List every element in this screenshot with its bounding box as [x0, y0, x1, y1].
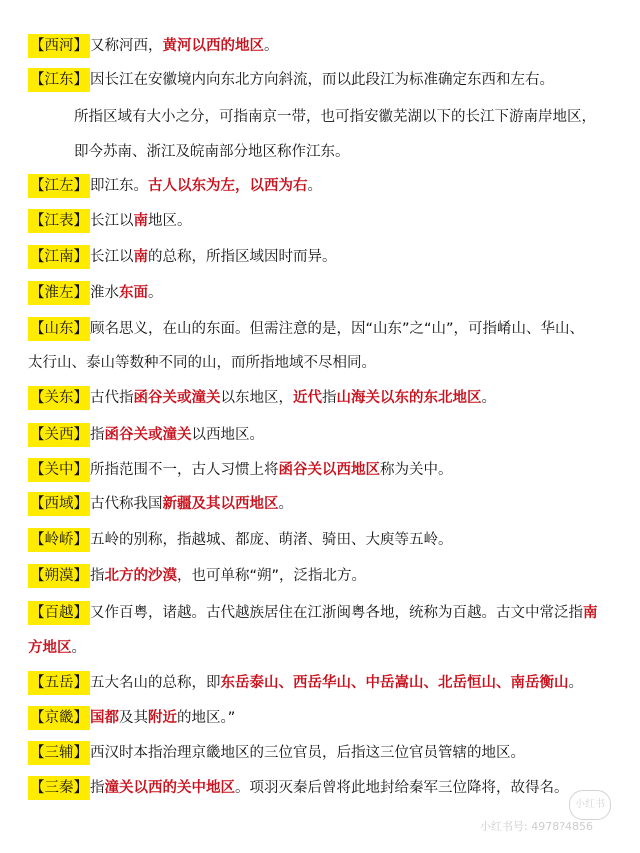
definition-text: 即今苏南、浙江及皖南部分地区称作江东。 — [74, 144, 350, 160]
term-label: 【三秦】 — [28, 776, 90, 800]
highlight-text: 南 — [583, 605, 598, 621]
entry-line — [28, 457, 622, 483]
definition-text: 称为关中。 — [380, 462, 453, 478]
highlight-text: 近代 — [293, 390, 322, 406]
definition-text: ，也可单称“朔”，泛指北方。 — [177, 568, 367, 584]
highlight-text: 山海关以东的东北地区 — [336, 390, 482, 406]
term-label: 【江东】 — [28, 68, 90, 92]
entry-line — [28, 705, 622, 731]
definition-text: 淮水 — [90, 285, 119, 301]
highlight-text: 北方的沙漠 — [104, 568, 177, 584]
highlight-text: 东面 — [119, 285, 148, 301]
term-label: 【江南】 — [28, 245, 90, 269]
definition-text: 。 — [71, 640, 86, 656]
entry-line — [28, 775, 622, 801]
highlight-text: 南 — [133, 249, 148, 265]
definition-text: 以东地区， — [220, 390, 293, 406]
entry-line — [28, 280, 622, 306]
entry-line — [28, 600, 622, 626]
highlight-text: 黄河以西的地区 — [162, 38, 264, 54]
entry-line — [28, 385, 622, 411]
definition-text: 。 — [568, 675, 583, 691]
entry-line — [28, 563, 622, 589]
highlight-text: 函谷关或潼关 — [133, 390, 221, 406]
watermark-logo: 小红书 — [569, 790, 611, 820]
entry-line — [28, 422, 622, 448]
entry-line — [74, 139, 622, 165]
definition-text: 指 — [90, 568, 105, 584]
term-label: 【朔漠】 — [28, 564, 90, 588]
definition-text: 五大名山的总称，即 — [90, 675, 221, 691]
definition-text: 太行山、泰山等数种不同的山，而所指地域不尽相同。 — [28, 355, 376, 371]
highlight-text: 古人以东为左，以西为右 — [148, 178, 308, 194]
definition-text: 指 — [90, 780, 105, 796]
highlight-text: 函谷关以西地区 — [278, 462, 380, 478]
definition-text: 长江以 — [90, 213, 134, 229]
definition-text: 以西地区。 — [191, 427, 264, 443]
entry-line — [28, 244, 622, 270]
definition-text: 因长江在安徽境内向东北方向斜流，而以此段江为标准确定东西和左右。 — [90, 72, 554, 88]
definition-text: 。 — [264, 38, 279, 54]
term-label: 【淮左】 — [28, 281, 90, 305]
term-label: 【京畿】 — [28, 706, 90, 730]
definition-text: 指 — [90, 427, 105, 443]
definition-text: 指 — [322, 390, 337, 406]
definition-text: 长江以 — [90, 249, 134, 265]
term-label: 【江表】 — [28, 209, 90, 233]
term-label: 【关西】 — [28, 423, 90, 447]
definition-text: 即江东。 — [90, 178, 148, 194]
definition-text: 所指区域有大小之分，可指南京一带，也可指安徽芜湖以下的长江下游南岸地区， — [74, 109, 596, 125]
definition-text: 。 — [278, 496, 293, 512]
highlight-text: 方地区 — [28, 640, 72, 656]
term-label: 【三辅】 — [28, 741, 90, 765]
definition-text: 又称河西， — [90, 38, 163, 54]
definition-text: 西汉时本指治理京畿地区的三位官员，后指这三位官员管辖的地区。 — [90, 745, 525, 761]
definition-text: 。项羽灭秦后曾将此地封给秦军三位降将，故得名。 — [235, 780, 569, 796]
term-label: 【西河】 — [28, 34, 90, 58]
definition-text: 的总称，所指区域因时而异。 — [148, 249, 337, 265]
term-label: 【百越】 — [28, 601, 90, 625]
term-label: 【山东】 — [28, 317, 90, 341]
term-label: 【江左】 — [28, 174, 90, 198]
entry-line — [28, 740, 622, 766]
highlight-text: 附近 — [148, 710, 177, 726]
highlight-text: 潼关以西的关中地区 — [104, 780, 235, 796]
definition-text: 古代称我国 — [90, 496, 163, 512]
definition-text: 顾名思义，在山的东面。但需注意的是，因“山东”之“山”，可指崤山、华山、 — [90, 321, 585, 337]
term-label: 【岭峤】 — [28, 528, 90, 552]
entry-line — [28, 527, 622, 553]
highlight-text: 东岳泰山、西岳华山、中岳嵩山、北岳恒山、南岳衡山 — [220, 675, 569, 691]
entry-line — [28, 491, 622, 517]
definition-text: 所指范围不一，古人习惯上将 — [90, 462, 279, 478]
term-label: 【关中】 — [28, 458, 90, 482]
definition-text: 。 — [481, 390, 496, 406]
highlight-text: 新疆及其以西地区 — [162, 496, 279, 512]
definition-text: 。 — [148, 285, 163, 301]
entry-line — [28, 635, 622, 661]
definition-text: 又作百粤，诸越。古代越族居住在江浙闽粤各地，统称为百越。古文中常泛指 — [90, 605, 583, 621]
definition-text: 及其 — [119, 710, 148, 726]
highlight-text: 南 — [133, 213, 148, 229]
definition-text: 五岭的别称，指越城、都庞、萌渚、骑田、大庾等五岭。 — [90, 532, 453, 548]
highlight-text: 函谷关或潼关 — [104, 427, 192, 443]
entry-line — [28, 316, 622, 342]
entry-line — [28, 350, 622, 376]
definition-text: 地区。 — [148, 213, 192, 229]
term-label: 【西域】 — [28, 492, 90, 516]
watermark-id-text: 小红书号: 4978?4856 — [480, 820, 594, 833]
entry-line — [74, 104, 622, 130]
term-label: 【五岳】 — [28, 671, 90, 695]
definition-text: 。 — [307, 178, 322, 194]
entry-line — [28, 33, 622, 59]
definition-text: 的地区。” — [177, 710, 236, 726]
entry-line — [28, 670, 622, 696]
highlight-text: 国都 — [90, 710, 119, 726]
term-label: 【关东】 — [28, 386, 90, 410]
entry-line — [28, 67, 622, 93]
entry-line — [28, 173, 622, 199]
definition-text: 古代指 — [90, 390, 134, 406]
entry-line — [28, 208, 622, 234]
